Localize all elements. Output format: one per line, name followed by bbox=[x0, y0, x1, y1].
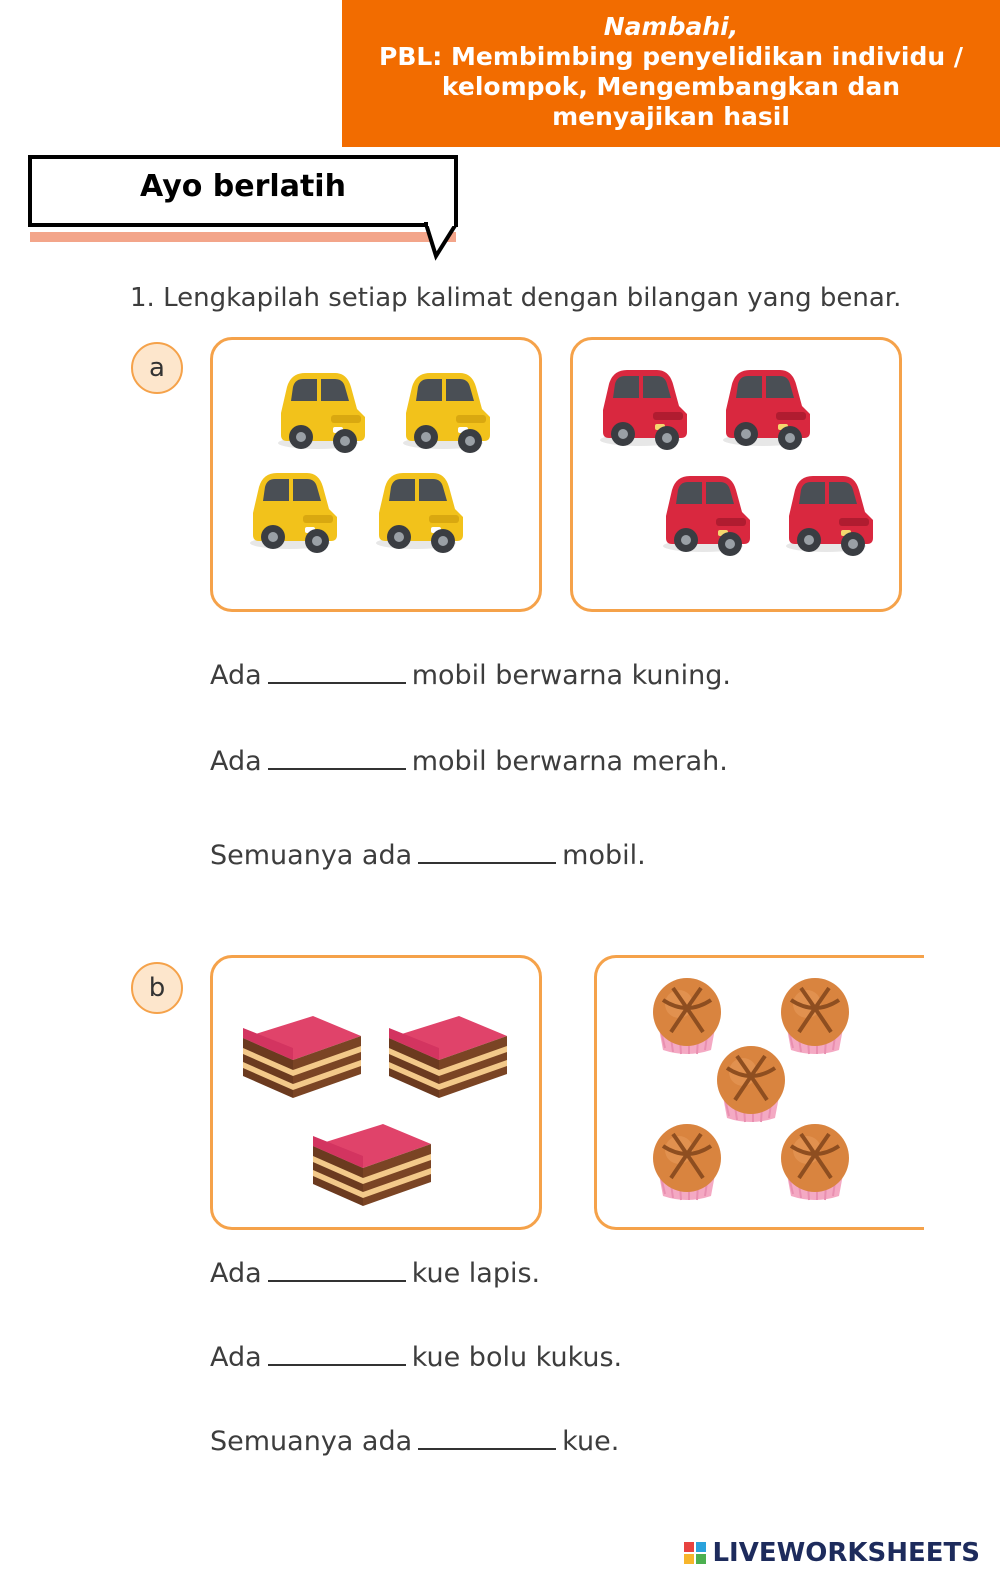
sentence-b-1-suffix: kue lapis. bbox=[411, 1258, 541, 1289]
yellow-car-4 bbox=[376, 473, 463, 553]
sentence-b-1-prefix: Ada bbox=[210, 1258, 262, 1289]
sentence-a-1-suffix: mobil berwarna kuning. bbox=[411, 660, 731, 691]
sentence-a-2-suffix: mobil berwarna merah. bbox=[411, 746, 728, 777]
answer-blank-b-1[interactable] bbox=[268, 1258, 406, 1282]
yellow-car-3 bbox=[250, 473, 337, 553]
layer-cakes-panel bbox=[210, 955, 542, 1230]
logo-text: LIVEWORKSHEETS bbox=[712, 1538, 980, 1568]
sentence-a-1 bbox=[210, 660, 731, 691]
section-b-label: b bbox=[131, 962, 183, 1014]
yellow-car-2 bbox=[403, 373, 490, 453]
answer-blank-b-2[interactable] bbox=[268, 1342, 406, 1366]
red-cars-illustration bbox=[573, 340, 899, 609]
steamed-cakes-panel bbox=[594, 955, 924, 1230]
header-line-4: menyajikan hasil bbox=[552, 102, 790, 131]
sentence-a-1-prefix: Ada bbox=[210, 660, 262, 691]
sentence-b-2-suffix: kue bolu kukus. bbox=[411, 1342, 623, 1373]
steamed-cake-4 bbox=[653, 1124, 721, 1200]
sentence-b-2 bbox=[210, 1342, 622, 1373]
answer-blank-a-3[interactable] bbox=[418, 840, 556, 864]
callout-title: Ayo berlatih bbox=[140, 169, 346, 204]
sentence-b-3-prefix: Semuanya ada bbox=[210, 1426, 413, 1457]
layer-cakes-illustration bbox=[213, 958, 539, 1227]
question-text: 1. Lengkapilah setiap kalimat dengan bilangan yang benar. bbox=[130, 283, 902, 313]
section-a-label: a bbox=[131, 342, 183, 394]
sentence-a-3-suffix: mobil. bbox=[562, 840, 646, 871]
layer-cake-1 bbox=[243, 1016, 361, 1098]
layer-cake-3 bbox=[313, 1124, 431, 1206]
callout-shadow bbox=[30, 232, 456, 242]
callout-box bbox=[28, 155, 458, 227]
sentence-a-2 bbox=[210, 746, 728, 777]
yellow-cars-illustration bbox=[213, 340, 539, 609]
red-car-4 bbox=[786, 476, 873, 556]
steamed-cakes-illustration bbox=[597, 958, 923, 1227]
sentence-a-3 bbox=[210, 840, 646, 871]
sentence-a-3-prefix: Semuanya ada bbox=[210, 840, 413, 871]
answer-blank-b-3[interactable] bbox=[418, 1426, 556, 1450]
yellow-cars-panel bbox=[210, 337, 542, 612]
sentence-a-2-prefix: Ada bbox=[210, 746, 262, 777]
red-car-3 bbox=[663, 476, 750, 556]
header-banner bbox=[342, 0, 1000, 147]
sentence-b-1 bbox=[210, 1258, 540, 1289]
logo-icon bbox=[684, 1542, 706, 1564]
yellow-car-1 bbox=[278, 373, 365, 453]
answer-blank-a-1[interactable] bbox=[268, 660, 406, 684]
header-line-1: Nambahi, bbox=[603, 12, 739, 41]
red-car-2 bbox=[723, 370, 810, 450]
sentence-b-3-suffix: kue. bbox=[562, 1426, 620, 1457]
steamed-cake-5 bbox=[781, 1124, 849, 1200]
callout-pointer bbox=[424, 222, 458, 262]
answer-blank-a-2[interactable] bbox=[268, 746, 406, 770]
red-cars-panel bbox=[570, 337, 902, 612]
sentence-b-2-prefix: Ada bbox=[210, 1342, 262, 1373]
liveworksheets-logo[interactable] bbox=[684, 1538, 980, 1568]
header-line-3: kelompok, Mengembangkan dan bbox=[441, 72, 901, 101]
steamed-cake-2 bbox=[781, 978, 849, 1054]
sentence-b-3 bbox=[210, 1426, 619, 1457]
header-line-2: PBL: Membimbing penyelidikan individu / bbox=[379, 42, 963, 71]
steamed-cake-3 bbox=[717, 1046, 785, 1122]
layer-cake-2 bbox=[389, 1016, 507, 1098]
red-car-1 bbox=[600, 370, 687, 450]
steamed-cake-1 bbox=[653, 978, 721, 1054]
